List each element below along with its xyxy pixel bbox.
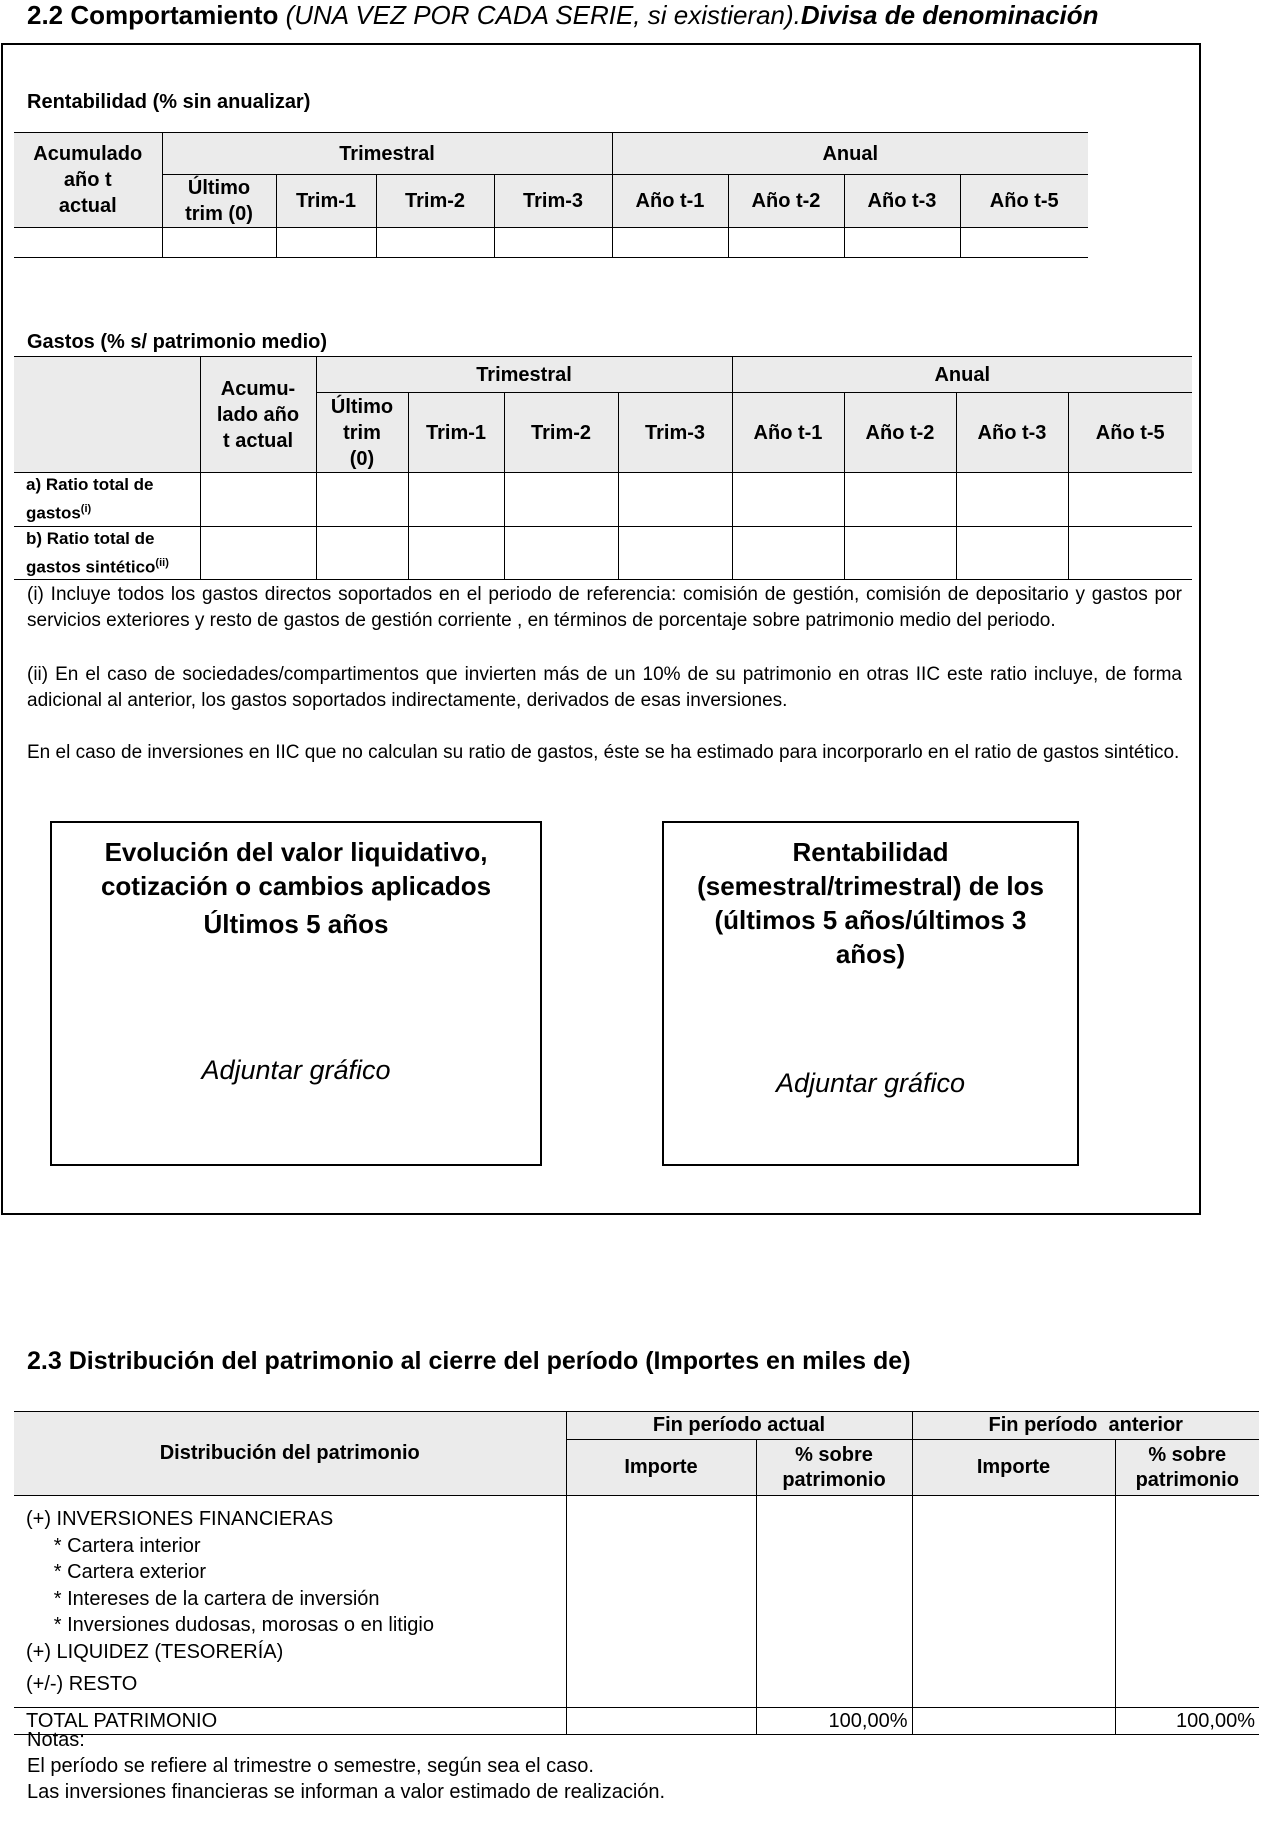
adjuntar-grafico-1[interactable]: Adjuntar gráfico xyxy=(201,1055,391,1085)
value-cell[interactable] xyxy=(566,1496,756,1708)
anual-header: Anual xyxy=(732,357,1192,393)
ultimo-trim-header: Último trim (0) xyxy=(162,175,276,228)
fin-actual-header: Fin período actual xyxy=(566,1412,912,1440)
value-cell[interactable] xyxy=(504,526,618,580)
distribucion-header: Distribución del patrimonio xyxy=(14,1412,566,1496)
notas-block xyxy=(27,1727,665,1805)
adjuntar-grafico-2[interactable]: Adjuntar gráfico xyxy=(775,1068,966,1098)
value-cell[interactable] xyxy=(618,473,732,527)
distribucion-table xyxy=(14,1411,1259,1735)
col-header: Año t-5 xyxy=(960,175,1088,228)
col-header: Trim-2 xyxy=(376,175,494,228)
section-2-2-title: 2.2 Comportamiento (UNA VEZ POR CADA SERIE, si existieran).Divisa de denominación xyxy=(27,0,1099,30)
col-header: Año t-2 xyxy=(844,393,956,473)
total-patrimonio-label: TOTAL PATRIMONIO xyxy=(14,1708,566,1735)
value-cell[interactable] xyxy=(494,228,612,258)
notas-title: Notas: xyxy=(27,1729,85,1751)
col-header: Año t-5 xyxy=(1068,393,1192,473)
chart-box-valor-liquidativo: Evolución del valor liquidativo, cotización o cambios aplicados Últimos 5 años Adjuntar gráfico xyxy=(50,821,542,1166)
value-cell[interactable] xyxy=(756,1496,912,1708)
gastos-title: Gastos (% s/ patrimonio medio) xyxy=(27,331,328,353)
value-cell[interactable] xyxy=(1068,526,1192,580)
col-header: Trim-1 xyxy=(408,393,504,473)
row-dudosas: * Inversiones dudosas, morosas o en litigio xyxy=(26,1614,434,1636)
value-cell[interactable] xyxy=(728,228,844,258)
row-cartera-exterior: * Cartera exterior xyxy=(26,1561,207,1583)
value-cell[interactable] xyxy=(844,526,956,580)
gastos-table xyxy=(14,356,1192,580)
trimestral-header: Trimestral xyxy=(316,357,732,393)
distribucion-rows xyxy=(14,1496,566,1708)
value-cell[interactable] xyxy=(316,473,408,527)
acumulado-header: Acumu- lado año t actual xyxy=(200,357,316,473)
note-i: (i) Incluye todos los gastos directos soportados en el periodo de referencia: comisión de gestión, comisión de depositario y gastos por servicios exteriores y resto de gastos de gestión corriente , en términos de porcentaje sobre patrimonio medio del periodo. xyxy=(27,584,1182,631)
value-cell[interactable] xyxy=(162,228,276,258)
value-cell[interactable] xyxy=(912,1708,1115,1735)
rentabilidad-table xyxy=(14,132,1088,258)
ultimo-trim-header: Último trim (0) xyxy=(316,393,408,473)
value-cell[interactable] xyxy=(376,228,494,258)
value-cell[interactable] xyxy=(618,526,732,580)
row-inversiones: (+) INVERSIONES FINANCIERAS xyxy=(26,1508,334,1530)
value-cell[interactable] xyxy=(276,228,376,258)
row-resto: (+/-) RESTO xyxy=(26,1673,138,1695)
nota-periodo: El período se refiere al trimestre o semestre, según sea el caso. xyxy=(27,1755,594,1777)
value-cell[interactable] xyxy=(912,1496,1115,1708)
row-intereses: * Intereses de la cartera de inversión xyxy=(26,1587,380,1610)
col-header: Trim-3 xyxy=(494,175,612,228)
value-cell[interactable] xyxy=(844,473,956,527)
acumulado-header: Acumulado año t actual xyxy=(14,133,162,228)
value-cell[interactable] xyxy=(316,526,408,580)
value-cell[interactable] xyxy=(200,526,316,580)
value-cell[interactable] xyxy=(956,473,1068,527)
note-ii: (ii) En el caso de sociedades/compartimentos que invierten más de un 10% de su patrimonio en otras IIC este ratio incluye, de forma adicional al anterior, los gastos soportados indirectamente, derivados de esas inversiones. xyxy=(27,664,1182,711)
anual-header: Anual xyxy=(612,133,1088,175)
col-header: Trim-3 xyxy=(618,393,732,473)
col-header: Trim-1 xyxy=(276,175,376,228)
total-pct-actual: 100,00% xyxy=(756,1708,912,1735)
section-2-3-title: 2.3 Distribución del patrimonio al cierre del período (Importes en miles de) xyxy=(27,1347,911,1375)
value-cell[interactable] xyxy=(1115,1496,1259,1708)
importe-header: Importe xyxy=(912,1440,1115,1496)
value-cell[interactable] xyxy=(732,473,844,527)
row-liquidez: (+) LIQUIDEZ (TESORERÍA) xyxy=(26,1640,284,1663)
value-cell[interactable] xyxy=(956,526,1068,580)
value-cell[interactable] xyxy=(612,228,728,258)
pct-header: % sobre patrimonio xyxy=(1115,1440,1259,1496)
col-header: Año t-3 xyxy=(844,175,960,228)
value-cell[interactable] xyxy=(14,228,162,258)
chart-box-rentabilidad: Rentabilidad (semestral/trimestral) de los (últimos 5 años/últimos 3 años) Adjuntar gráfico xyxy=(662,821,1079,1166)
total-pct-anterior: 100,00% xyxy=(1115,1708,1259,1735)
value-cell[interactable] xyxy=(844,228,960,258)
fin-anterior-header: Fin período anterior xyxy=(912,1412,1259,1440)
rentabilidad-title: Rentabilidad (% sin anualizar) xyxy=(27,91,311,113)
value-cell[interactable] xyxy=(732,526,844,580)
col-header: Año t-3 xyxy=(956,393,1068,473)
col-header: Año t-2 xyxy=(728,175,844,228)
trimestral-header: Trimestral xyxy=(162,133,612,175)
col-header: Año t-1 xyxy=(612,175,728,228)
importe-header: Importe xyxy=(566,1440,756,1496)
value-cell[interactable] xyxy=(408,526,504,580)
value-cell[interactable] xyxy=(1068,473,1192,527)
row-label-ratio-sintetico: b) Ratio total de gastos sintético$^{(ii)}$ xyxy=(14,526,200,580)
gastos-blank-header xyxy=(14,357,200,473)
value-cell[interactable] xyxy=(408,473,504,527)
value-cell[interactable] xyxy=(504,473,618,527)
value-cell[interactable] xyxy=(200,473,316,527)
col-header: Trim-2 xyxy=(504,393,618,473)
pct-header: % sobre patrimonio xyxy=(756,1440,912,1496)
nota-inversiones: Las inversiones financieras se informan a valor estimado de realización. xyxy=(27,1781,666,1803)
row-cartera-interior: * Cartera interior xyxy=(26,1534,201,1557)
value-cell[interactable] xyxy=(960,228,1088,258)
note-iic: En el caso de inversiones en IIC que no calculan su ratio de gastos, éste se ha estimado para incorporarlo en el ratio de gastos sintético. xyxy=(27,742,1180,763)
col-header: Año t-1 xyxy=(732,393,844,473)
row-label-ratio-total: a) Ratio total de gastos$^{(i)}$ xyxy=(14,473,200,527)
